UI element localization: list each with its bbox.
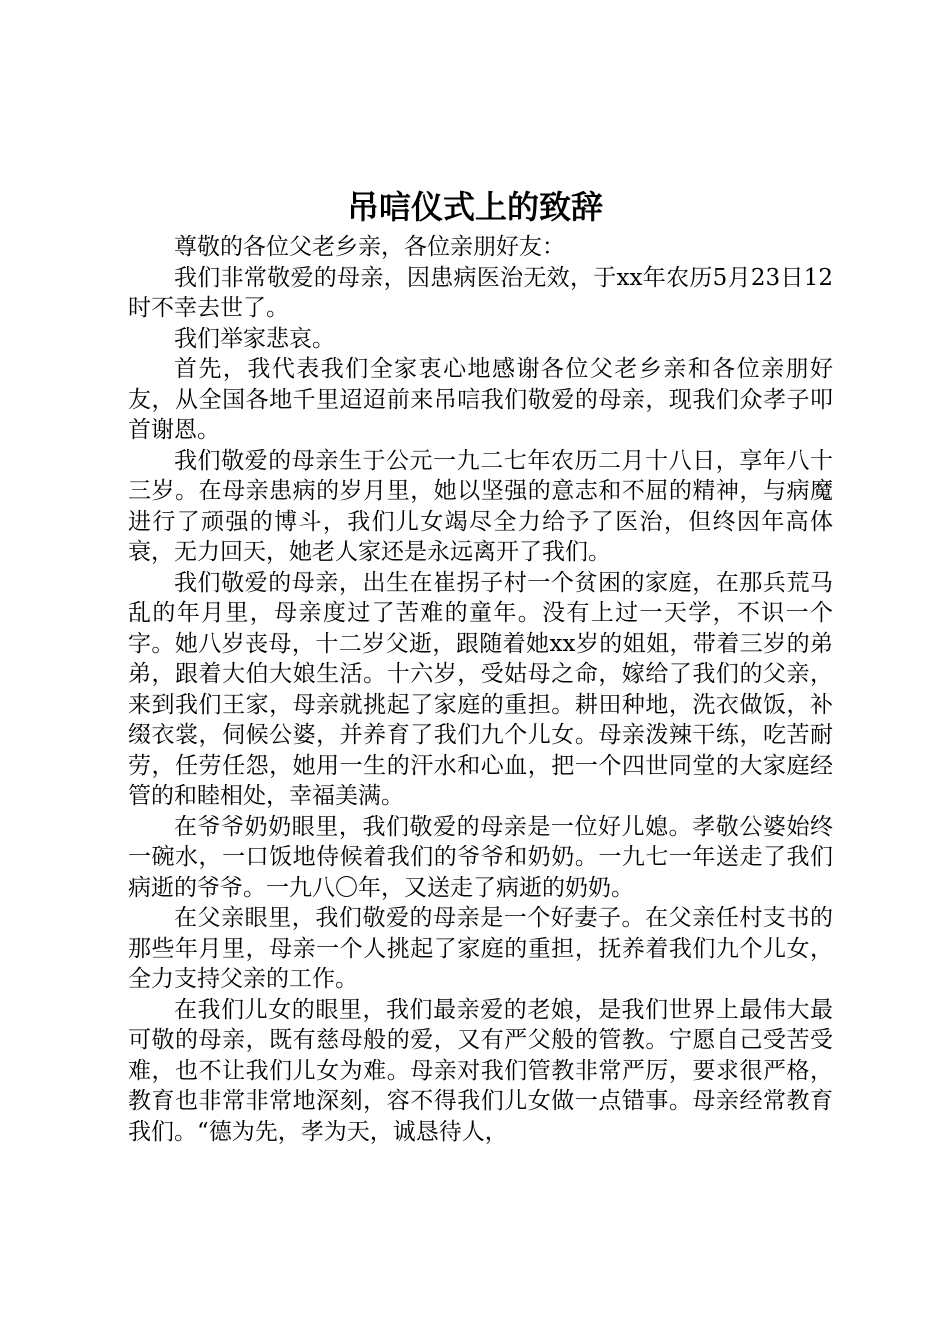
paragraph: 我们敬爱的母亲生于公元一九二七年农历二月十八日，享年八十三岁。在母亲患病的岁月里，她以坚强的意志和不屈的精神，与病魔进行了顽强的博斗，我们儿女竭尽全力给予了医治，但终因年高体衰，无力回天，她老人家还是永远离开了我们。 xyxy=(128,447,833,565)
paragraph: 在我们儿女的眼里，我们最亲爱的老娘，是我们世界上最伟大最可敬的母亲，既有慈母般的爱，又有严父般的管教。宁愿自己受苦受难，也不让我们儿女为难。母亲对我们管教非常严厉，要求很严格，教育也非常非常地深刻，容不得我们儿女做一点错事。母亲经常教育我们。“德为先，孝为天，诚恳待人， xyxy=(128,996,833,1145)
paragraph: 我们非常敬爱的母亲，因患病医治无效，于xx年农历5月23日12时不幸去世了。 xyxy=(128,264,833,321)
document-body xyxy=(128,232,833,1147)
paragraph: 我们举家悲哀。 xyxy=(174,325,335,352)
document-title: 吊唁仪式上的致辞 xyxy=(346,188,603,226)
paragraph: 我们敬爱的母亲，出生在崔拐子村一个贫困的家庭，在那兵荒马乱的年月里，母亲度过了苦难的童年。没有上过一天学，不识一个字。她八岁丧母，十二岁父逝，跟随着她xx岁的姐姐，带着三岁的弟弟，跟着大伯大娘生活。十六岁，受姑母之命，嫁给了我们的父亲，来到我们王家，母亲就挑起了家庭的重担。耕田种地，洗衣做饭，补缀衣裳，伺候公婆，并养育了我们九个儿女。母亲泼辣干练，吃苦耐劳，任劳任怨，她用一生的汗水和心血，把一个四世同堂的大家庭经管的和睦相处，幸福美满。 xyxy=(128,569,833,809)
paragraph: 在爷爷奶奶眼里，我们敬爱的母亲是一位好儿媳。孝敬公婆始终一碗水，一口饭地侍候着我们的爷爷和奶奶。一九七一年送走了我们病逝的爷爷。一九八〇年，又送走了病逝的奶奶。 xyxy=(128,813,833,901)
paragraph: 在父亲眼里，我们敬爱的母亲是一个好妻子。在父亲任村支书的那些年月里，母亲一个人挑起了家庭的重担，抚养着我们九个儿女，全力支持父亲的工作。 xyxy=(128,905,833,992)
paragraph-salutation: 尊敬的各位父老乡亲，各位亲朋好友： xyxy=(174,234,565,260)
paragraph: 首先，我代表我们全家衷心地感谢各位父老乡亲和各位亲朋好友，从全国各地千里迢迢前来吊唁我们敬爱的母亲，现我们众孝子叩首谢恩。 xyxy=(128,356,833,443)
